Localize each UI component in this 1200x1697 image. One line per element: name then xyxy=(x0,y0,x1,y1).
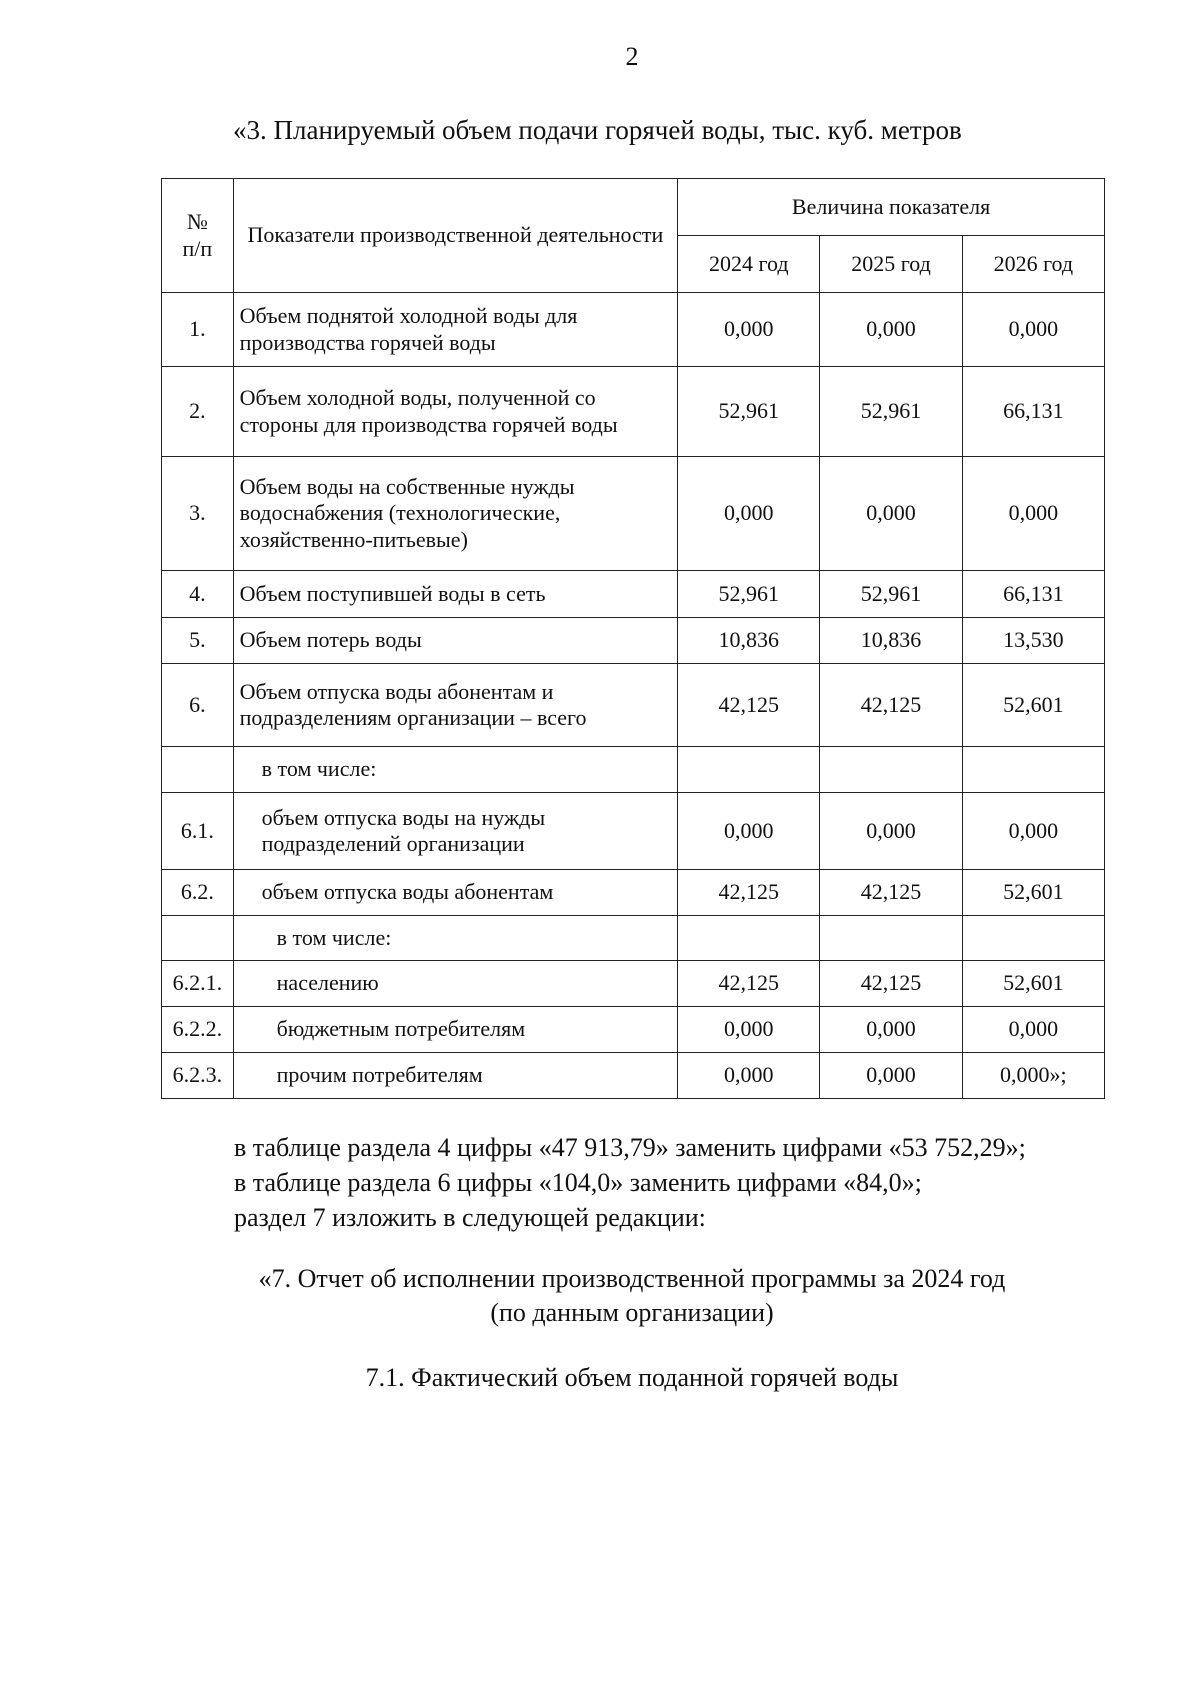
value-2024: 0,000 xyxy=(678,1053,820,1099)
row-indicator: в том числе: xyxy=(233,747,677,793)
value-2024 xyxy=(678,747,820,793)
amendment-line: в таблице раздела 6 цифры «104,0» заменить цифрами «84,0»; xyxy=(234,1168,922,1197)
section-7-heading xyxy=(0,1262,1200,1330)
table-row xyxy=(162,293,1105,367)
value-2025 xyxy=(820,916,962,961)
section-heading-line-1: «7. Отчет об исполнении производственной программы за 2024 год xyxy=(258,1264,1006,1293)
value-2025: 42,125 xyxy=(820,961,962,1007)
table-title: «3. Планируемый объем подачи горячей воды, тыс. куб. метров xyxy=(233,115,962,145)
row-indicator: бюджетным потребителям xyxy=(233,1007,677,1053)
value-2024: 42,125 xyxy=(678,961,820,1007)
page-number: 2 xyxy=(625,42,639,71)
table-row xyxy=(162,793,1105,870)
header-year-2024: 2024 год xyxy=(678,236,820,293)
section-heading-line-2: (по данным организации) xyxy=(490,1298,774,1327)
table-row xyxy=(162,1053,1105,1099)
table-row xyxy=(162,664,1105,747)
header-num-line-2: п/п xyxy=(182,235,213,261)
row-number: 5. xyxy=(162,618,234,664)
value-2026 xyxy=(962,747,1104,793)
row-indicator: Объем поднятой холодной воды для производства горячей воды xyxy=(233,293,677,367)
table-row xyxy=(162,618,1105,664)
value-2024: 10,836 xyxy=(678,618,820,664)
row-number: 6.2.2. xyxy=(162,1007,234,1053)
value-2026: 13,530 xyxy=(962,618,1104,664)
row-number: 6.2.1. xyxy=(162,961,234,1007)
header-year-2025: 2025 год xyxy=(820,236,962,293)
row-number: 6.1. xyxy=(162,793,234,870)
row-indicator: Объем воды на собственные нужды водоснабжения (технологические, хозяйственно-питьевые) xyxy=(233,457,677,571)
value-2025: 0,000 xyxy=(820,1007,962,1053)
row-number: 1. xyxy=(162,293,234,367)
value-2025: 0,000 xyxy=(820,1053,962,1099)
table-row xyxy=(162,747,1105,793)
table-row xyxy=(162,457,1105,571)
table-row xyxy=(162,367,1105,457)
row-number: 6. xyxy=(162,664,234,747)
value-2025: 0,000 xyxy=(820,293,962,367)
row-number: 6.2.3. xyxy=(162,1053,234,1099)
table-body xyxy=(162,293,1105,1099)
value-2026: 52,601 xyxy=(962,961,1104,1007)
row-number xyxy=(162,916,234,961)
value-2026: 66,131 xyxy=(962,571,1104,618)
header-num xyxy=(162,179,234,293)
value-2026: 0,000»; xyxy=(962,1053,1104,1099)
amendment-line: раздел 7 изложить в следующей редакции: xyxy=(234,1203,706,1232)
amendment-line: в таблице раздела 4 цифры «47 913,79» заменить цифрами «53 752,29»; xyxy=(234,1133,1026,1162)
header-value-group: Величина показателя xyxy=(678,179,1105,236)
row-number: 2. xyxy=(162,367,234,457)
table-row xyxy=(162,916,1105,961)
value-2025 xyxy=(820,747,962,793)
value-2026: 66,131 xyxy=(962,367,1104,457)
value-2025: 0,000 xyxy=(820,457,962,571)
value-2024: 42,125 xyxy=(678,870,820,916)
row-indicator: прочим потребителям xyxy=(233,1053,677,1099)
table-row xyxy=(162,571,1105,618)
value-2024: 52,961 xyxy=(678,571,820,618)
value-2025: 42,125 xyxy=(820,664,962,747)
value-2024: 52,961 xyxy=(678,367,820,457)
row-number xyxy=(162,747,234,793)
row-indicator: объем отпуска воды на нужды подразделений организации xyxy=(233,793,677,870)
value-2026: 0,000 xyxy=(962,1007,1104,1053)
value-2026: 0,000 xyxy=(962,793,1104,870)
value-2024: 0,000 xyxy=(678,793,820,870)
value-2024: 0,000 xyxy=(678,457,820,571)
value-2026: 52,601 xyxy=(962,870,1104,916)
value-2024 xyxy=(678,916,820,961)
table-row xyxy=(162,1007,1105,1053)
row-number: 6.2. xyxy=(162,870,234,916)
value-2025: 0,000 xyxy=(820,793,962,870)
value-2026: 0,000 xyxy=(962,457,1104,571)
row-number: 4. xyxy=(162,571,234,618)
row-indicator: населению xyxy=(233,961,677,1007)
value-2026 xyxy=(962,916,1104,961)
subsection-7-1-heading: 7.1. Фактический объем поданной горячей воды xyxy=(365,1363,899,1392)
value-2026: 52,601 xyxy=(962,664,1104,747)
row-indicator: в том числе: xyxy=(233,916,677,961)
value-2025: 52,961 xyxy=(820,367,962,457)
amendment-text xyxy=(234,1130,1026,1235)
value-2024: 0,000 xyxy=(678,293,820,367)
table-row xyxy=(162,870,1105,916)
row-number: 3. xyxy=(162,457,234,571)
water-supply-table xyxy=(161,178,1105,1099)
header-num-line-1: № xyxy=(186,209,208,235)
table-row xyxy=(162,961,1105,1007)
value-2025: 10,836 xyxy=(820,618,962,664)
value-2025: 52,961 xyxy=(820,571,962,618)
row-indicator: Объем поступившей воды в сеть xyxy=(233,571,677,618)
header-indicator: Показатели производственной деятельности xyxy=(233,179,677,293)
row-indicator: Объем отпуска воды абонентам и подразделениям организации – всего xyxy=(233,664,677,747)
header-year-2026: 2026 год xyxy=(962,236,1104,293)
row-indicator: Объем потерь воды xyxy=(233,618,677,664)
row-indicator: объем отпуска воды абонентам xyxy=(233,870,677,916)
value-2024: 0,000 xyxy=(678,1007,820,1053)
value-2024: 42,125 xyxy=(678,664,820,747)
row-indicator: Объем холодной воды, полученной со стороны для производства горячей воды xyxy=(233,367,677,457)
table-header-row xyxy=(162,179,1105,236)
value-2026: 0,000 xyxy=(962,293,1104,367)
value-2025: 42,125 xyxy=(820,870,962,916)
